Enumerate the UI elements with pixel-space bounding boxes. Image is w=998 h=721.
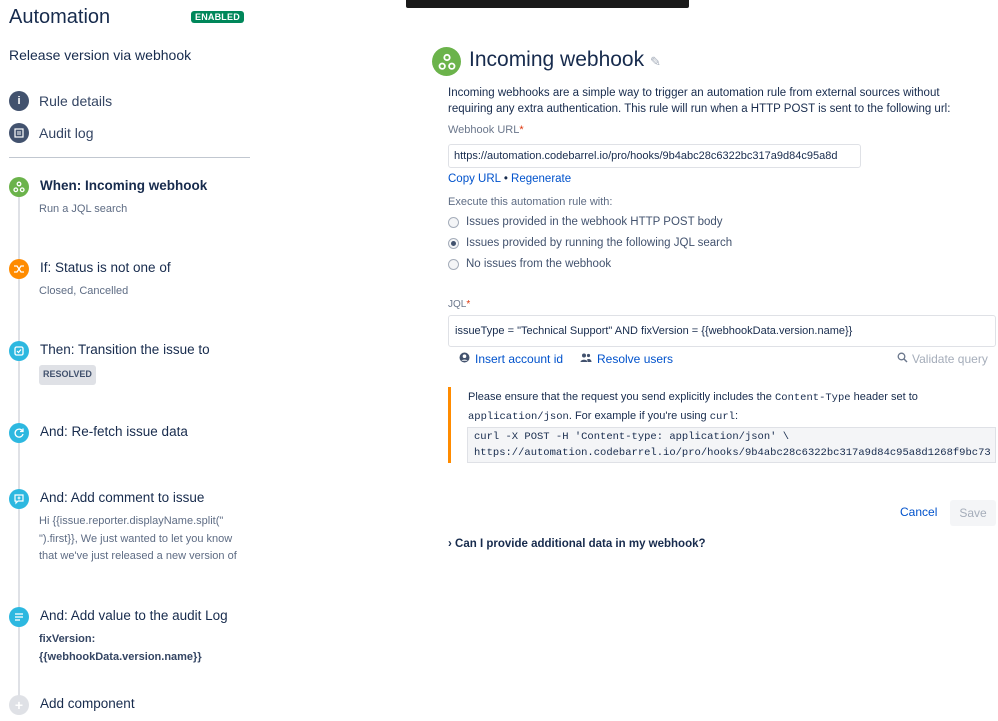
webhook-icon xyxy=(9,177,29,197)
description: Incoming webhooks are a simple way to trigger an automation rule from external sources without requiring any extra authentication. This rule will run when a HTTP POST is sent to the following url: xyxy=(448,87,951,115)
option-no-issues[interactable] xyxy=(448,258,611,270)
step-audit[interactable] xyxy=(9,607,254,667)
chevron-right-icon: › xyxy=(448,538,452,550)
nav-rule-details[interactable] xyxy=(9,90,112,112)
rule-name: Release version via webhook xyxy=(9,47,192,63)
comment-icon xyxy=(9,489,29,509)
nav-rule-details-label: Rule details xyxy=(39,93,113,109)
option-jql-search-label: Issues provided by running the following JQL search xyxy=(466,237,733,249)
step-condition-sub: Closed, Cancelled xyxy=(39,285,129,297)
add-component-button[interactable] xyxy=(9,695,254,717)
step-comment-sub: Hi {{issue.reporter.displayName.split(" ").first}}, We just wanted to let you know that we've just released a new version of xyxy=(39,515,237,562)
users-icon xyxy=(580,352,592,366)
radio-jql-search[interactable] xyxy=(448,238,459,249)
list-icon xyxy=(9,123,29,143)
top-bar xyxy=(406,0,689,8)
step-audit-sub: fixVersion: {{webhookData.version.name}} xyxy=(39,633,202,663)
step-audit-title: And: Add value to the audit Log xyxy=(40,608,228,623)
curl-example-code xyxy=(467,427,996,463)
page-title: Incoming webhook xyxy=(469,48,645,71)
faq-label: Can I provide additional data in my webhook? xyxy=(455,538,706,550)
add-component-label: Add component xyxy=(40,696,135,711)
copy-url-link[interactable]: Copy URL xyxy=(448,173,501,185)
resolved-lozenge: RESOLVED xyxy=(39,365,96,385)
webhook-url-input[interactable] xyxy=(448,144,861,168)
search-icon xyxy=(897,352,908,366)
transition-icon xyxy=(9,341,29,361)
resolve-users-label: Resolve users xyxy=(597,352,674,366)
step-condition[interactable] xyxy=(9,259,254,299)
cancel-button[interactable]: Cancel xyxy=(900,505,938,519)
status-badge: ENABLED xyxy=(191,11,244,23)
resolve-users-button[interactable] xyxy=(580,352,673,366)
insert-account-id-label: Insert account id xyxy=(475,352,564,366)
webhook-icon xyxy=(432,47,461,76)
plus-icon: + xyxy=(9,695,29,715)
info-icon: i xyxy=(9,91,29,111)
faq-expander[interactable] xyxy=(448,538,706,550)
refresh-icon xyxy=(9,423,29,443)
link-separator: • xyxy=(500,173,512,185)
sidebar xyxy=(0,0,260,721)
edit-pencil-icon[interactable]: ✎ xyxy=(650,54,661,69)
option-jql-search[interactable] xyxy=(448,237,732,249)
app-title: Automation xyxy=(9,6,111,28)
option-post-body[interactable] xyxy=(448,216,723,228)
url-links xyxy=(448,173,571,185)
insert-account-id-button[interactable] xyxy=(459,352,563,366)
step-transition[interactable] xyxy=(9,341,254,381)
regenerate-link[interactable]: Regenerate xyxy=(511,173,572,185)
jql-input[interactable] xyxy=(448,315,996,347)
webhook-url-label: Webhook URL* xyxy=(448,124,524,136)
radio-no-issues[interactable] xyxy=(448,259,459,270)
step-transition-sub xyxy=(39,365,254,385)
step-refetch[interactable] xyxy=(9,423,254,447)
step-transition-title: Then: Transition the issue to xyxy=(40,342,210,357)
code-line-1: curl -X POST -H 'Content-type: application/json' \ xyxy=(474,431,790,443)
step-comment[interactable] xyxy=(9,489,254,569)
nav-audit-log[interactable] xyxy=(9,122,93,144)
step-trigger-title: When: Incoming webhook xyxy=(40,178,208,193)
validate-query-button[interactable] xyxy=(897,352,988,366)
nav-audit-log-label: Audit log xyxy=(39,125,94,141)
step-trigger-sub: Run a JQL search xyxy=(39,203,128,215)
step-condition-title: If: Status is not one of xyxy=(40,260,171,275)
audit-icon xyxy=(9,607,29,627)
save-button[interactable]: Save xyxy=(950,500,996,526)
option-no-issues-label: No issues from the webhook xyxy=(466,258,612,270)
step-trigger[interactable] xyxy=(9,177,254,217)
option-post-body-label: Issues provided in the webhook HTTP POST body xyxy=(466,216,723,228)
notice-text: Please ensure that the request you send explicitly includes the Content-Type header set to application/json. For example if you're using curl: xyxy=(468,391,918,423)
divider xyxy=(9,157,250,158)
condition-icon xyxy=(9,259,29,279)
execute-label: Execute this automation rule with: xyxy=(448,196,613,208)
validate-query-label: Validate query xyxy=(912,352,988,366)
jql-label: JQL* xyxy=(448,299,471,310)
radio-post-body[interactable] xyxy=(448,217,459,228)
user-icon xyxy=(459,352,470,366)
step-refetch-title: And: Re-fetch issue data xyxy=(40,424,188,439)
code-line-2: https://automation.codebarrel.io/pro/hooks/9b4abc28c6322bc317a9d84c95a8d1268f9bc73 xyxy=(474,447,991,459)
step-comment-title: And: Add comment to issue xyxy=(40,490,205,505)
